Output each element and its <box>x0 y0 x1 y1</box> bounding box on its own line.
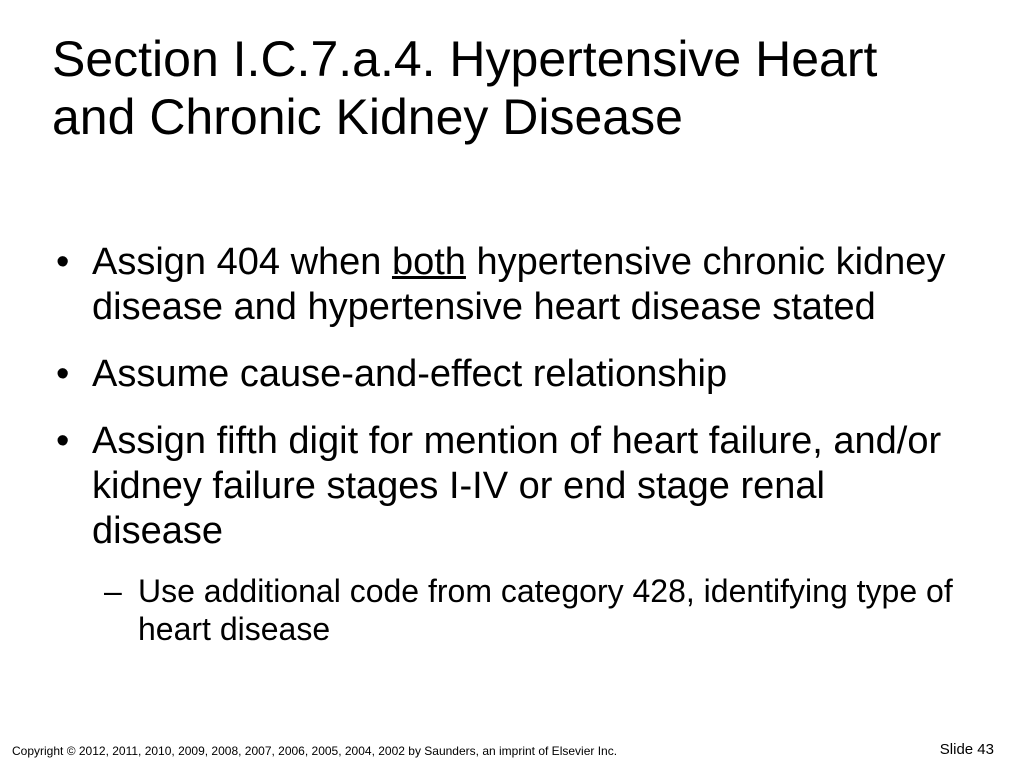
slide-number: Slide 43 <box>939 741 994 758</box>
bullet-item-assume-relationship <box>56 352 956 397</box>
bullet-text-before: Assign 404 when <box>92 241 392 283</box>
bullet-underlined-word: both <box>391 241 466 283</box>
sub-bullet-item <box>56 572 956 648</box>
bullet-list <box>56 240 956 648</box>
sub-bullet-text: Use additional code from category 428, identifying type of heart disease <box>138 573 953 647</box>
bullet-marker: • <box>56 420 70 462</box>
slide-title: Section I.C.7.a.4. Hypertensive Heart and Chronic Kidney Disease <box>52 31 878 145</box>
bullet-marker: • <box>56 353 70 395</box>
bullet-item-assign-404 <box>56 240 956 330</box>
sub-bullet-marker: – <box>104 573 122 609</box>
bullet-marker: • <box>56 241 70 283</box>
bullet-text: Assign fifth digit for mention of heart failure, and/or kidney failure stages I-IV or end stage renal disease <box>92 420 942 552</box>
bullet-text: Assume cause-and-effect relationship <box>92 353 728 395</box>
copyright-footer: Copyright © 2012, 2011, 2010, 2009, 2008, 2007, 2006, 2005, 2004, 2002 by Saunders, an imprint of Elsevier Inc. <box>12 744 618 758</box>
bullet-text-after: hypertensive chronic kidney disease and hypertensive heart disease stated <box>92 241 946 328</box>
bullet-item-fifth-digit <box>56 419 956 554</box>
